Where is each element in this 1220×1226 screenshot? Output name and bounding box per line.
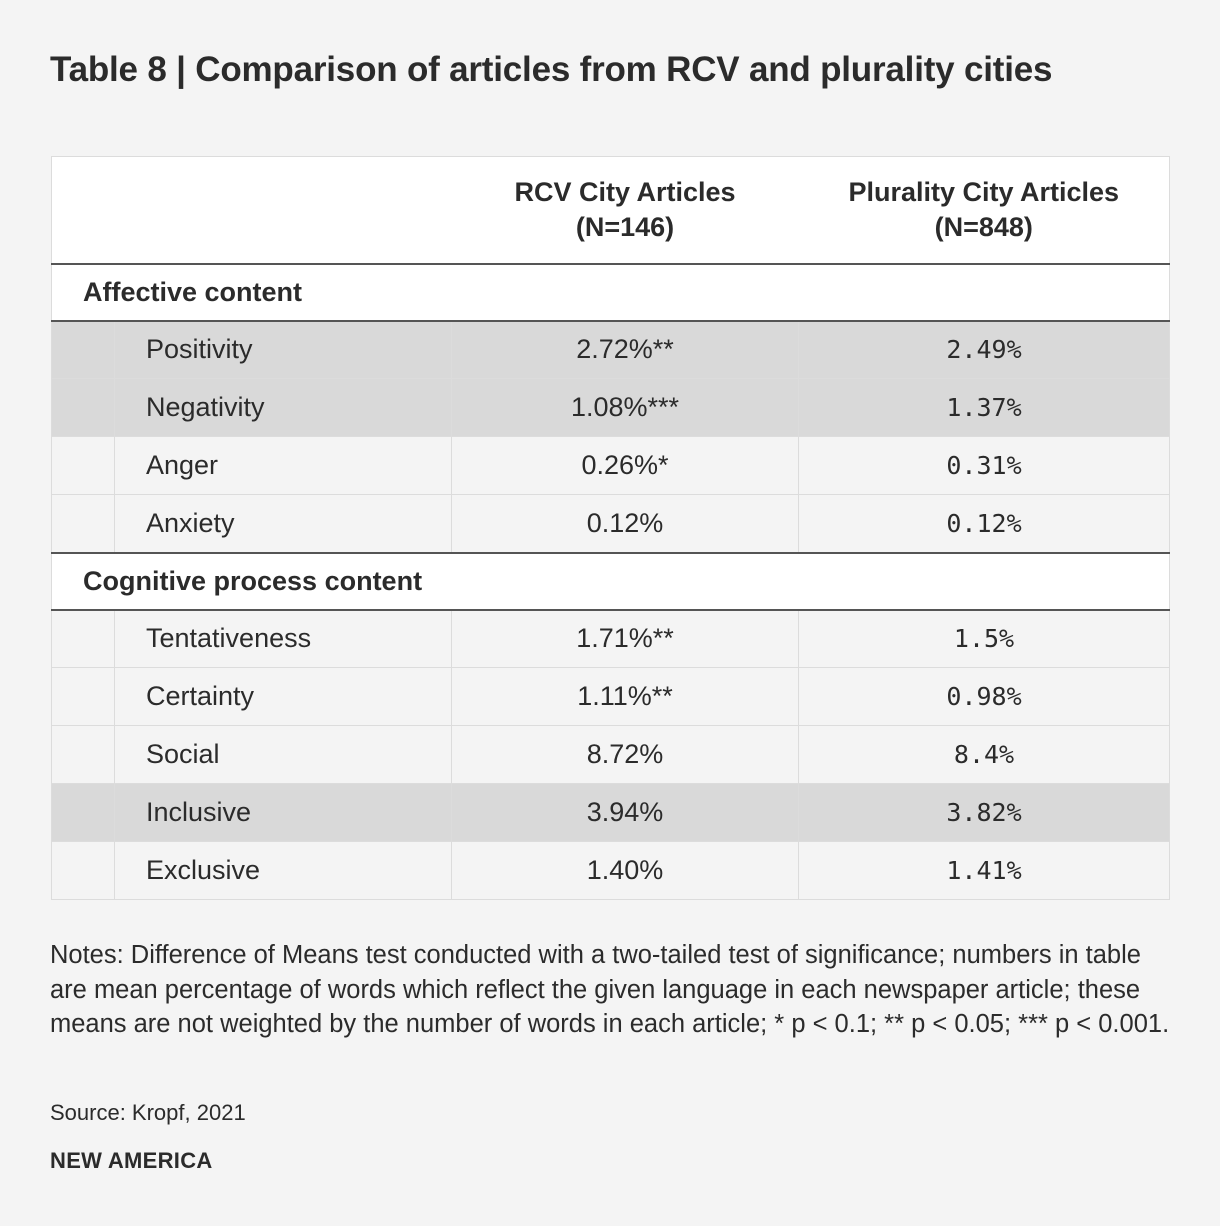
table-row bbox=[52, 437, 1170, 495]
rcv-value: 1.71%** bbox=[452, 610, 799, 668]
table-notes: Notes: Difference of Means test conducted with a two-tailed test of significance; numbers in table are mean percentage of words which reflect the given language in each newspaper article; these means are not weighted by the number of words in each article; * p < 0.1; ** p < 0.05; *** p < 0.001. bbox=[50, 941, 1170, 1038]
plurality-value: 1.37% bbox=[799, 379, 1170, 437]
section-header-row bbox=[52, 264, 1170, 321]
table-row bbox=[52, 321, 1170, 379]
row-label: Inclusive bbox=[115, 784, 452, 842]
header-empty-cell bbox=[52, 157, 452, 264]
column-header-rcv-line2: (N=146) bbox=[575, 211, 675, 242]
table-row bbox=[52, 784, 1170, 842]
table-row bbox=[52, 842, 1170, 900]
plurality-value: 0.31% bbox=[799, 437, 1170, 495]
row-label: Anxiety bbox=[115, 495, 452, 553]
indent-cell bbox=[52, 726, 115, 784]
column-header-plurality-line2: (N=848) bbox=[934, 211, 1033, 242]
indent-cell bbox=[52, 842, 115, 900]
column-header-plurality bbox=[799, 157, 1170, 264]
plurality-value: 3.82% bbox=[799, 784, 1170, 842]
plurality-value: 8.4% bbox=[799, 726, 1170, 784]
rcv-value: 2.72%** bbox=[452, 321, 799, 379]
row-label: Anger bbox=[115, 437, 452, 495]
table-row bbox=[52, 379, 1170, 437]
rcv-value: 8.72% bbox=[452, 726, 799, 784]
row-label: Positivity bbox=[115, 321, 452, 379]
rcv-value: 1.11%** bbox=[452, 668, 799, 726]
column-header-plurality-line1: Plurality City Articles bbox=[848, 176, 1120, 207]
section-header-row bbox=[52, 553, 1170, 610]
plurality-value: 2.49% bbox=[799, 321, 1170, 379]
column-header-rcv-line1: RCV City Articles bbox=[514, 176, 736, 207]
plurality-value: 0.98% bbox=[799, 668, 1170, 726]
table-header-row bbox=[52, 157, 1170, 264]
row-label: Exclusive bbox=[115, 842, 452, 900]
indent-cell bbox=[52, 668, 115, 726]
row-label: Social bbox=[115, 726, 452, 784]
section-header-label: Cognitive process content bbox=[52, 553, 1170, 610]
indent-cell bbox=[52, 437, 115, 495]
rcv-value: 1.08%*** bbox=[452, 379, 799, 437]
indent-cell bbox=[52, 610, 115, 668]
table-body bbox=[52, 264, 1170, 900]
rcv-value: 3.94% bbox=[452, 784, 799, 842]
table-row bbox=[52, 610, 1170, 668]
indent-cell bbox=[52, 321, 115, 379]
comparison-table bbox=[51, 156, 1170, 900]
plurality-value: 1.5% bbox=[799, 610, 1170, 668]
page-title: Table 8 | Comparison of articles from RCV and plurality cities bbox=[50, 50, 1053, 89]
indent-cell bbox=[52, 379, 115, 437]
rcv-value: 0.12% bbox=[452, 495, 799, 553]
column-header-rcv bbox=[452, 157, 799, 264]
plurality-value: 0.12% bbox=[799, 495, 1170, 553]
table-row bbox=[52, 495, 1170, 553]
section-header-label: Affective content bbox=[52, 264, 1170, 321]
row-label: Negativity bbox=[115, 379, 452, 437]
indent-cell bbox=[52, 495, 115, 553]
table-row bbox=[52, 726, 1170, 784]
rcv-value: 0.26%* bbox=[452, 437, 799, 495]
row-label: Tentativeness bbox=[115, 610, 452, 668]
indent-cell bbox=[52, 784, 115, 842]
row-label: Certainty bbox=[115, 668, 452, 726]
source-line: Source: Kropf, 2021 bbox=[50, 1100, 246, 1125]
rcv-value: 1.40% bbox=[452, 842, 799, 900]
plurality-value: 1.41% bbox=[799, 842, 1170, 900]
brand-logo-text: NEW AMERICA bbox=[50, 1148, 213, 1173]
table-row bbox=[52, 668, 1170, 726]
